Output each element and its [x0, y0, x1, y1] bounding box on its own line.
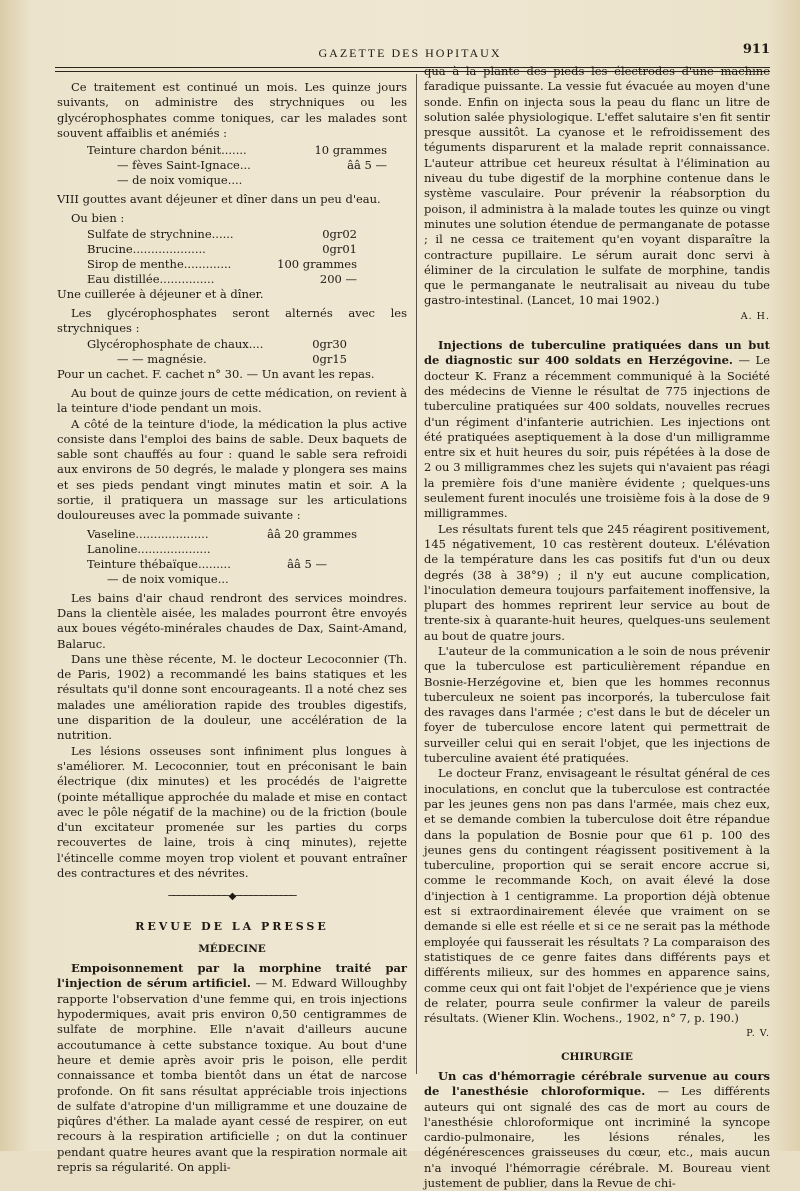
article-text: — M. Edward Willoughby rapporte l'observation d'une femme qui, en trois injections hypodermiques, avait pris environ 0,50 centigrammes de sulfate de morphine. Elle n'avait d'ailleurs aucune accoutumance à cette substance toxique. Au bout d'une heure et demie après avoir pris le poison, elle perdit connaissance et tomba bientôt dans un état de narcose profonde. On fit sans résultat appréciable trois injections de sulfate d'atropine d'un milligramme et une douzaine de piqûres d'éther. La malade ayant cessé de respirer, on eut recours à la respiration artificielle ; on dut la continuer pendant quatre heures avant que la respiration normale ait repris sa régularité. On appli-	[57, 976, 407, 1175]
paragraph: Au bout de quinze jours de cette médication, on revient à la teinture d'iode pendant un mois.	[57, 385, 407, 416]
paragraph: Les glycérophosphates seront alternés avec les strychniques :	[57, 306, 407, 336]
recipe-line: Sirop de menthe............. 100 grammes	[87, 256, 357, 271]
signature: A. H.	[740, 310, 770, 322]
paragraph: Les bains d'air chaud rendront des services moindres. Dans la clientèle aisée, les malades pourront être envoyés aux boues végéto-minérales chaudes de Dax, Saint-Amand, Balaruc.	[57, 590, 407, 651]
section-title: REVUE DE LA PRESSE	[135, 919, 329, 933]
paragraph: Une cuillerée à déjeuner et à dîner.	[57, 286, 264, 301]
recipe-line: — fèves Saint-Ignace... ââ 5 —	[117, 158, 387, 173]
article-paragraph	[424, 338, 770, 522]
recipe-list	[87, 337, 387, 367]
article-title: Empoisonnement par la morphine traité par l'injection de sérum artificiel.	[57, 961, 407, 991]
journal-title: GAZETTE DES HOPITAUX	[318, 46, 502, 60]
signature: P. V.	[746, 1028, 770, 1040]
article-title: Injections de tuberculine pratiquées dans un but de diagnostic sur 400 soldats en Herzégovine.	[424, 338, 770, 368]
article-text: — Les différents auteurs qui ont signalé des cas de mort au cours de l'anesthésie chloroformique ont incriminé la syncope cardio-pulmonaire, les lésions rénales, les dégénérescences graisseuses du cœur, etc., mais aucun n'a invoqué l'hémorragie cérébrale. M. Boureau vient justement de publier, dans la Revue de chi-	[424, 1084, 770, 1191]
paragraph: Les résultats furent tels que 245 réagirent positivement, 145 négativement, 10 cas restèrent douteux. L'élévation de la température dans les cas positifs fut d'un ou deux degrés (38 à 38°9) ; il n'y eut aucune complication, l'inoculation demeura toujours parfaitement inoffensive, la plupart des hommes reprirent leur service au bout de trente-six à quarante-huit heures, quelques-uns seulement au bout de quatre jours.	[424, 521, 770, 643]
subsection-title: MÉDECINE	[198, 942, 266, 955]
article-paragraph	[57, 961, 407, 1175]
paragraph: Pour un cachet. F. cachet n° 30. — Un avant les repas.	[57, 366, 375, 381]
article-title: Un cas d'hémorragie cérébrale survenue au cours de l'anesthésie chloroformique.	[424, 1069, 770, 1099]
recipe-list	[87, 227, 357, 287]
recipe-line: — de noix vomique...	[107, 571, 229, 586]
article-paragraph	[424, 1069, 770, 1191]
recipe-line: — — magnésie. 0gr15	[117, 351, 347, 366]
paragraph: Ce traitement est continué un mois. Les quinze jours suivants, on administre des strychniques ou les glycérophosphates comme toniques, car les malades sont souvent affaiblis et anémiés :	[57, 80, 407, 140]
recipe-line: Lanoline....................	[87, 541, 211, 556]
recipe-line: Eau distillée............... 200 —	[87, 271, 357, 286]
recipe-line: Sulfate de strychnine...... 0gr02	[87, 226, 357, 241]
paragraph: Les lésions osseuses sont infiniment plus longues à s'améliorer. M. Lecoconnier, tout en préconisant le bain électrique (dix minutes) et les procédés de l'aigrette (pointe métallique approchée du malade et mise en contact avec le pôle négatif de la machine) ou de la friction (boule d'un excitateur promenée sur les parties du corps recouvertes de laine, trois à cinq minutes), rejette l'étincelle comme moyen trop violent et pouvant entraîner des contractures et des névrites.	[57, 743, 407, 880]
recipe-line: Teinture thébaïque......... ââ 5 —	[87, 556, 327, 571]
recipe-line: Teinture chardon bénit....... 10 grammes	[87, 143, 387, 158]
paragraph: L'auteur de la communication a le soin de nous prévenir que la tuberculose est particulièrement répandue en Bosnie-Herzégovine et, bien que les hommes reconnus tuberculeux ne soient pas incorporés, la tuberculose fait des ravages dans l'armée ; c'est dans le but de déceler un foyer de tuberculose encore latent qui permettrait de surveiller celui qui en serait l'objet, que les injections de tuberculine avaient été pratiquées.	[424, 643, 770, 766]
recipe-line: Glycérophosphate de chaux.... 0gr30	[87, 336, 347, 351]
page-number: 911	[742, 42, 770, 57]
paragraph: A côté de la teinture d'iode, la médication la plus active consiste dans l'emploi des bains de sable. Deux baquets de sable sont chauffés au four : quand le sable sera refroidi aux environs de 50 degrés, le malade y plongera ses mains et ses pieds pendant vingt minutes matin et soir. A la sortie, il pratiquera un massage sur les articulations douloureuses avec la pommade suivante :	[57, 416, 407, 523]
right-column	[424, 64, 770, 1191]
paragraph: qua à la plante des pieds les électrodes d'une machine faradique puissante. La vessie fut évacuée au moyen d'une sonde. Enfin on injecta sous la peau du flanc un litre de solution salée physiologique. L'effet salutaire s'en fit sentir presque aussitôt. La cyanose et le refroidissement des téguments disparurent et la malade reprit connaissance. L'auteur attribue cet heureux résultat à l'élimination au niveau du tube digestif de la morphine contenue dans le système vasculaire. Pour prévenir la réabsorption du poison, il administra à la malade toutes les quinze ou vingt minutes une solution étendue de permanganate de potasse ; il ne cessa ce traitement qu'en voyant disparaître la contracture pupillaire. Le sérum aurait donc servi à éliminer de la circulation le sulfate de morphine, tandis que le permanganate le neutralisait au niveau du tube gastro-intestinal. (Lancet, 10 mai 1902.)	[424, 64, 770, 308]
column-divider	[416, 74, 417, 1074]
subsection-title: CHIRURGIE	[561, 1050, 633, 1063]
recipe-line: Vaseline.................... ââ 20 grammes	[87, 526, 357, 541]
article-text: — Le docteur K. Franz a récemment communiqué à la Société des médecins de Vienne le résultat de 775 injections de tuberculine pratiquées sur 400 soldats, nouvelles recrues d'un régiment d'infanterie autrichien. Les injections ont été pratiquées aseptiquement à la dose d'un milligramme entre six et huit heures du soir, puis répétées à la dose de 2 ou 3 milligrammes chez les sujets qui n'avaient pas réagi la première fois d'une manière évidente ; quelques-uns seulement furent inoculés une troisième fois à la dose de 9 milligrammes.	[424, 353, 771, 521]
page-header	[50, 42, 770, 66]
paragraph: Dans une thèse récente, M. le docteur Lecoconnier (Th. de Paris, 1902) a recommandé les bains statiques et les résultats qu'il donne sont encourageants. Il a noté chez ses malades une amélioration rapide des troubles digestifs, une disparition de la douleur, une accélération de la nutrition.	[57, 651, 407, 743]
ornament-divider: ────────────◆────────────	[168, 891, 296, 903]
paragraph: Le docteur Franz, envisageant le résultat général de ces inoculations, en conclut que la tuberculose est contractée par les jeunes gens non pas dans l'armée, mais chez eux, et se demande combien la tuberculose doit être répandue dans la population de Bosnie pour que 61 p. 100 des jeunes gens du contingent réagissent positivement à la tuberculine, proportion qui se serait encore accrue si, comme le recommande Koch, on avait élevé la dose d'injection à 1 centigramme. La proportion déjà obtenue est si extraordinairement élevée que vraiment on se demande si elle est réelle et si ce ne serait pas la méthode employée qui fausserait les résultats ? La comparaison des statistiques de ce genre faites dans différents pays et différents milieux, sur des hommes en apparence sains, comme ceux qui ont fait l'objet de l'expérience que je viens de relater, pourra seule confirmer la valeur de pareils résultats. (Wiener Klin. Wochens., 1902, n° 7, p. 190.)	[424, 766, 770, 1026]
recipe-line: — de noix vomique....	[117, 173, 243, 188]
recipe-list	[87, 143, 387, 188]
left-column	[57, 80, 407, 1175]
recipe-line: Brucine.................... 0gr01	[87, 241, 357, 256]
recipe-list	[87, 527, 387, 587]
paragraph: Ou bien :	[71, 211, 125, 226]
paragraph: VIII gouttes avant déjeuner et dîner dans un peu d'eau.	[57, 192, 381, 207]
